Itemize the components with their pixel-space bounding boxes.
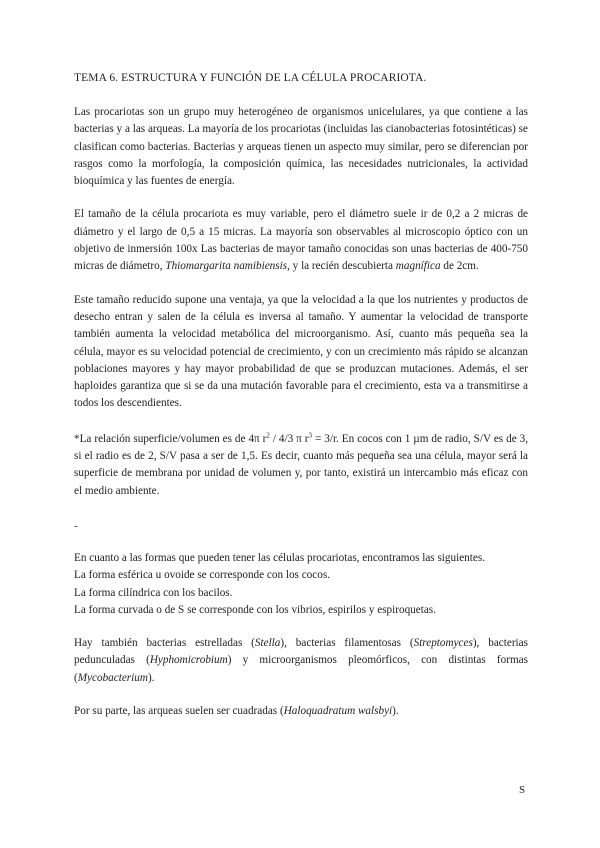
archaea-text-a: Por su parte, las arqueas suelen ser cuadradas ( — [74, 705, 284, 718]
other-shapes-text-e: ). — [147, 671, 155, 684]
sv-sup-2: 2 — [266, 431, 270, 440]
paragraph-archaea — [74, 703, 528, 720]
other-shapes-text-d: ) y microorganismos pleomórficos, con distintas formas ( — [74, 654, 528, 684]
paragraph-surface-volume — [74, 431, 528, 500]
paragraph-size-text-b: y la recién descubierta — [289, 260, 396, 273]
species-magnifica: magnífica — [395, 260, 441, 273]
paragraph-size — [74, 206, 528, 275]
sv-text-b: / 4/3 π r — [269, 432, 309, 445]
shapes-list — [74, 550, 528, 619]
species-haloquadratum: Haloquadratum walsbyi — [283, 705, 393, 718]
paragraph-advantage: Este tamaño reducido supone una ventaja, ya que la velocidad a la que los nutrientes y productos de desecho entran y salen de la célula es inversa al tamaño. Y aumentar la velocidad de transporte también aumenta la velocidad metabólica del microorganismo. Así, cuanto más pequeña sea la célula, mayor es su velocidad potencial de crecimiento, y con un crecimiento más rápido se alcanzan poblaciones mayores y hay mayor probabilidad de que se produzcan mutaciones. Además, el ser haploides garantiza que si se da una mutación favorable para el crecimiento, esta va a transmitirse a todos los descendientes. — [74, 293, 528, 410]
page-number: S — [519, 784, 526, 796]
genus-hyphomicrobium: Hyphomicrobium — [149, 654, 228, 667]
dash-separator: - — [74, 519, 78, 532]
document-title: TEMA 6. ESTRUCTURA Y FUNCIÓN DE LA CÉLULA PROCARIOTA. — [74, 72, 427, 84]
other-shapes-text-b: ), bacterias filamentosas ( — [280, 637, 414, 650]
shapes-line-bacilos: La forma cilíndrica con los bacilos. — [74, 586, 233, 599]
shapes-line-intro: En cuanto a las formas que pueden tener las células procariotas, encontramos las siguientes. — [74, 551, 485, 564]
paragraph-size-text-c: de 2cm. — [440, 260, 479, 273]
genus-mycobacterium: Mycobacterium — [77, 671, 148, 684]
species-thiomargarita: Thiomargarita namibiensis, — [165, 260, 290, 273]
shapes-line-vibrios: La forma curvada o de S se corresponde con los vibrios, espirilos y espiroquetas. — [74, 603, 436, 616]
genus-stella: Stella — [254, 637, 281, 650]
sv-sup-3: 3 — [308, 431, 313, 440]
paragraph-size-text-a: El tamaño de la célula procariota es muy variable, pero el diámetro suele ir de 0,2 a 2 micras de diámetro y el largo de 0,5 a 15 micras. La mayoría son observables al microscopio óptico con un objetivo de inmersión 100x Las bacterias de mayor tamaño conocidas son unas bacterias de 400-750 micras de diámetro, — [74, 208, 528, 273]
genus-streptomyces: Streptomyces — [413, 637, 473, 650]
archaea-text-b: ). — [392, 705, 399, 718]
sv-text-c: = 3/r. En cocos con 1 µm de radio, S/V es de 3, si el radio es de 2, S/V pasa a ser de 1,5. Es decir, cuanto más pequeña sea una célula, mayor será la superficie de membrana por unidad de volumen y, por tanto, existirá un intercambio más eficaz con el medio ambiente. — [74, 432, 529, 497]
other-shapes-text-c: ), bacterias pedunculadas ( — [74, 637, 528, 667]
other-shapes-text-a: Hay también bacterias estrelladas ( — [74, 637, 255, 650]
document-page — [74, 72, 528, 720]
paragraph-intro: Las procariotas son un grupo muy heterogéneo de organismos unicelulares, ya que contiene a las bacterias y a las arqueas. La mayoría de los procariotas (incluidas las cianobacterias fotosintéticas) se clasifican como bacterias. Bacterias y arqueas tienen un aspecto muy similar, pero se diferencian por rasgos como la morfología, la composición química, las necesidades nutricionales, la actividad bioquímica y las fuentes de energía. — [74, 106, 528, 188]
shapes-line-cocos: La forma esférica u ovoide se corresponde con los cocos. — [74, 569, 330, 582]
sv-text-a: *La relación superficie/volumen es de 4π r — [74, 432, 267, 445]
paragraph-other-shapes — [74, 635, 528, 687]
